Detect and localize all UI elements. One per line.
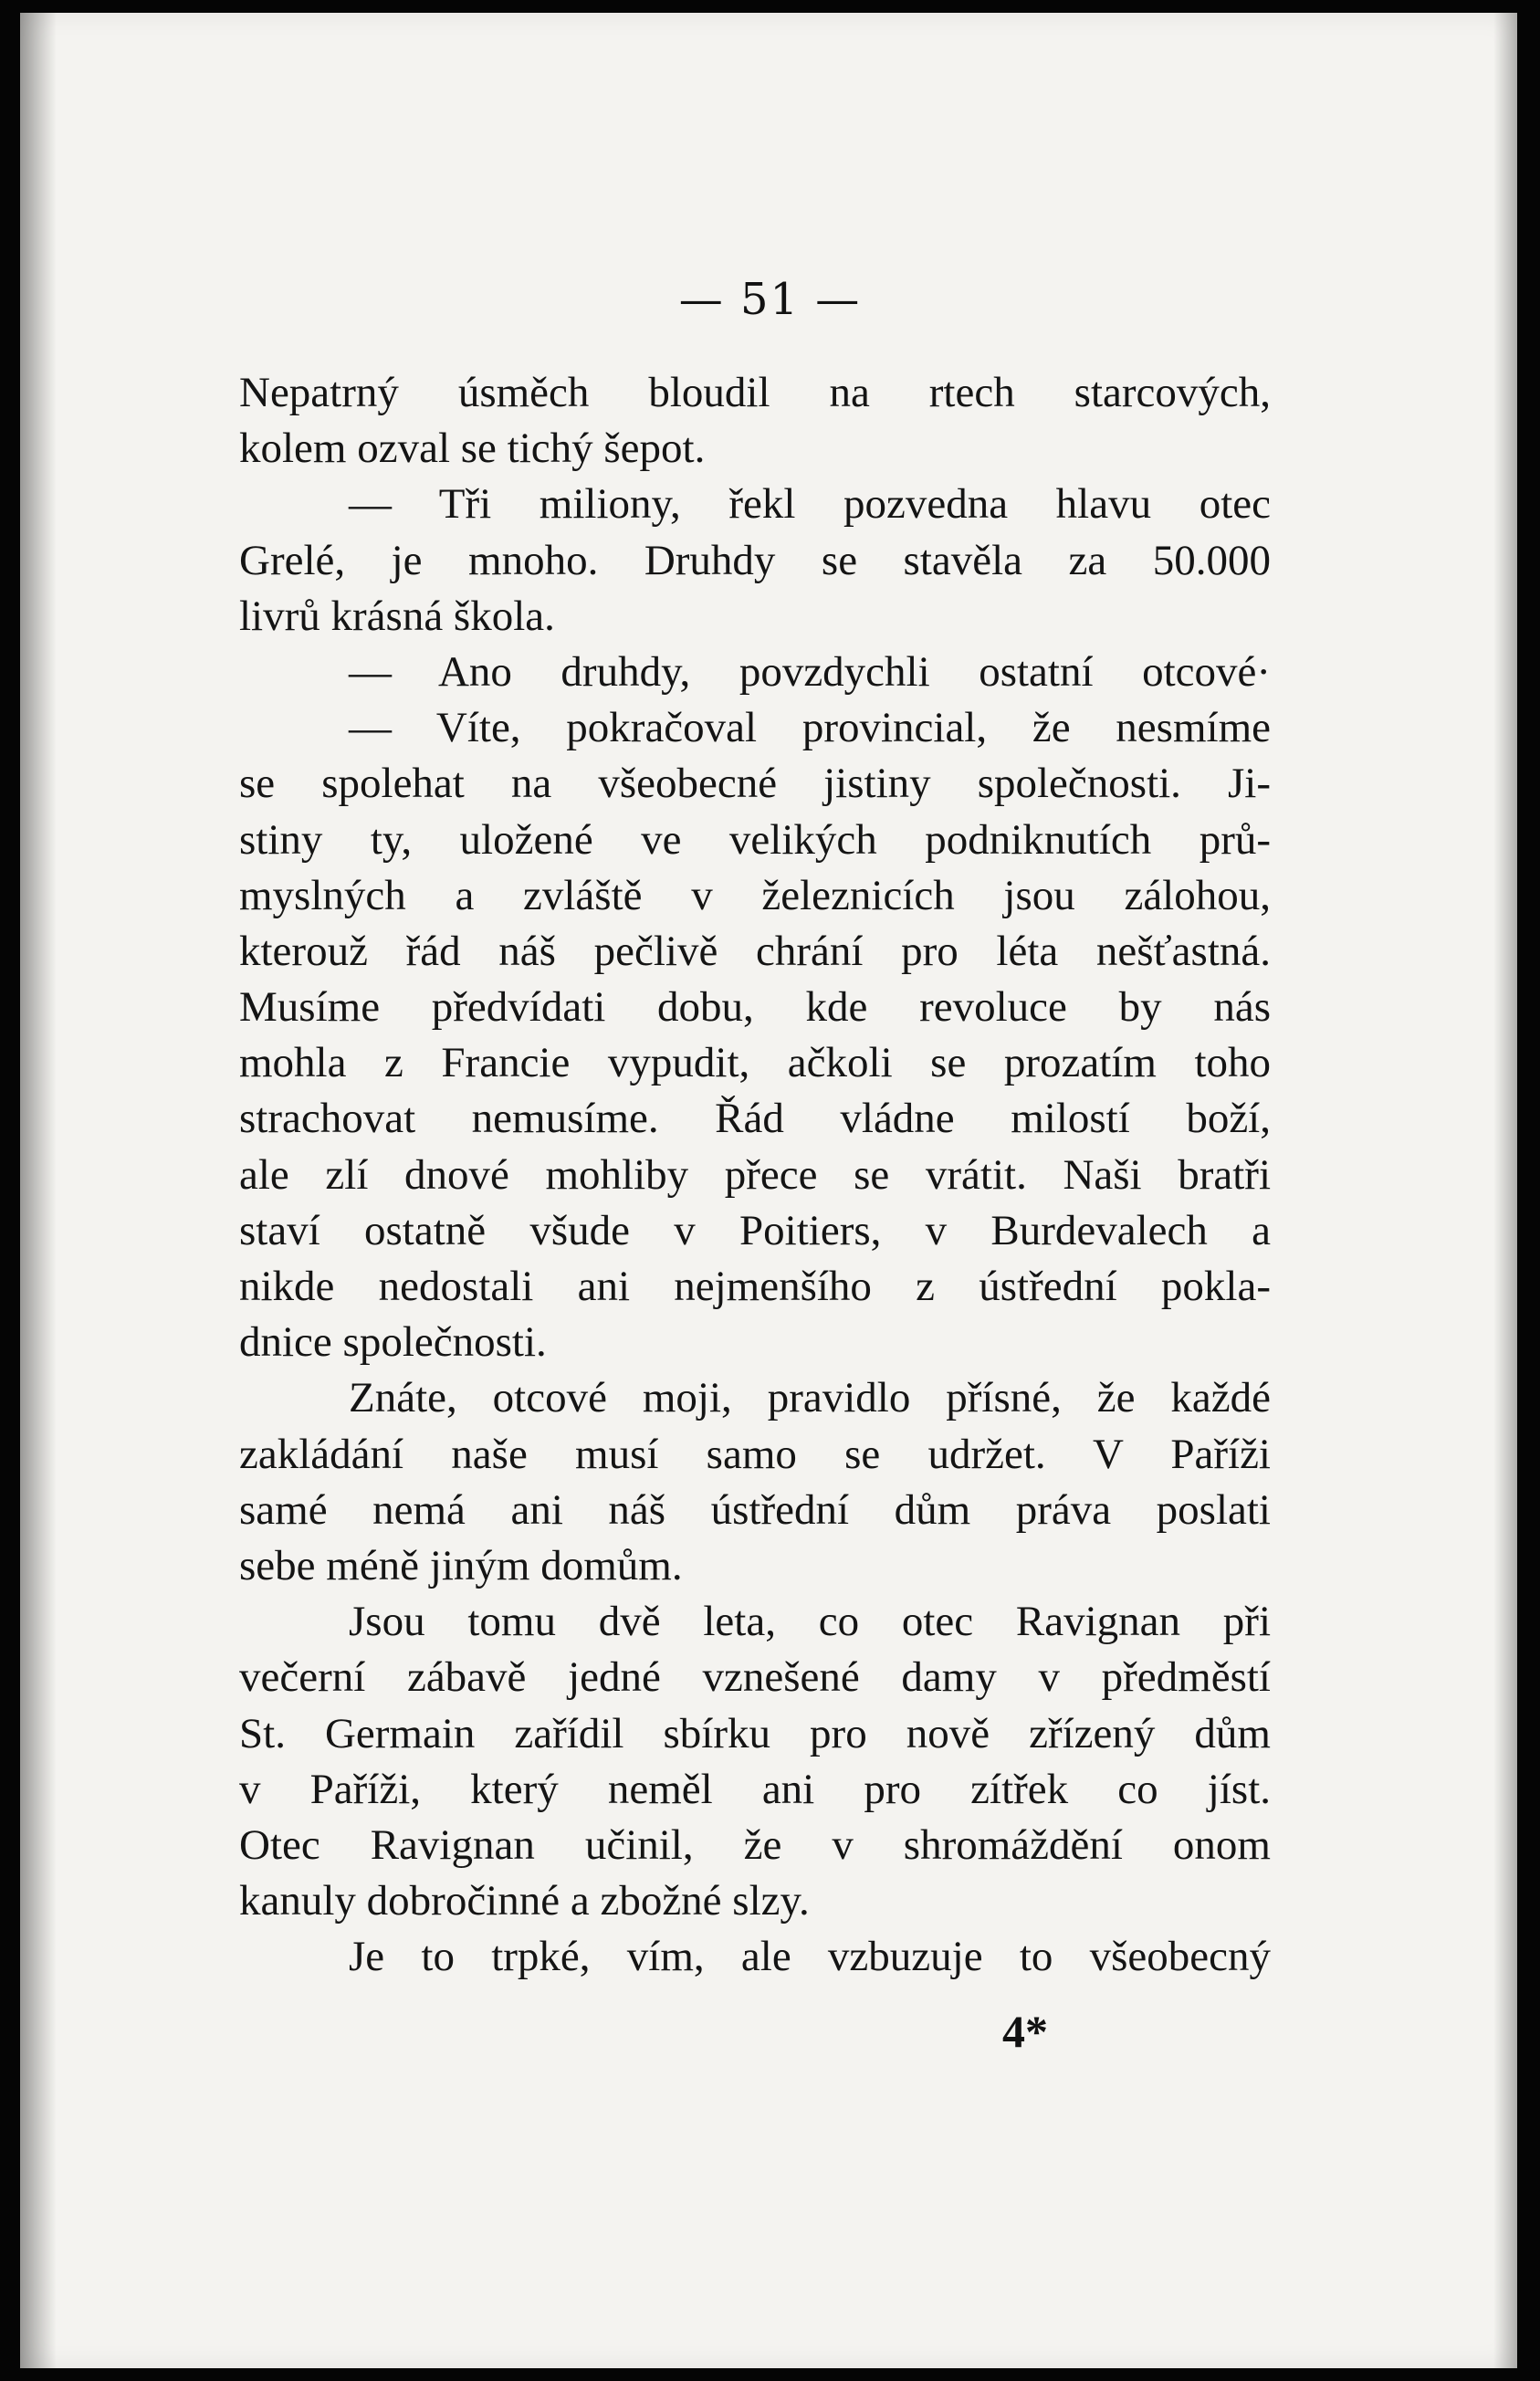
text-line: kterouž řád náš pečlivě chrání pro léta nešťastná. bbox=[239, 927, 1271, 975]
text-line: dnice společnosti. bbox=[239, 1318, 547, 1367]
text-line: nikde nedostali ani nejmenšího z ústřední pokla- bbox=[239, 1263, 1271, 1310]
signature-mark: 4* bbox=[1002, 2006, 1048, 2057]
page-edge-shadow bbox=[1493, 13, 1517, 2368]
text-line: sebe méně jiným domům. bbox=[239, 1541, 683, 1589]
text-line: stiny ty, uložené ve velikých podniknutích prů- bbox=[239, 815, 1271, 864]
text-line: kanuly dobročinné a zbožné slzy. bbox=[239, 1877, 810, 1925]
text-line: ale zlí dnové mohliby přece se vrátit. Naši bratři bbox=[239, 1150, 1271, 1199]
text-line: samé nemá ani náš ústřední dům práva poslati bbox=[239, 1485, 1271, 1534]
text-line: livrů krásná škola. bbox=[239, 592, 555, 640]
text-line: Jsou tomu dvě leta, co otec Ravignan při bbox=[349, 1598, 1271, 1646]
page-number: — 51 — bbox=[678, 274, 862, 325]
text-line: se spolehat na všeobecné jistiny společnosti. Ji- bbox=[239, 760, 1271, 808]
text-line: Grelé, je mnoho. Druhdy se stavěla za 50.000 bbox=[239, 536, 1271, 584]
text-line: — Ano druhdy, povzdychli ostatní otcové· bbox=[349, 647, 1271, 696]
text-line: strachovat nemusíme. Řád vládne milostí boží, bbox=[239, 1095, 1271, 1143]
text-line: — Víte, pokračoval provincial, že nesmíme bbox=[349, 704, 1271, 752]
text-line: Nepatrný úsměch bloudil na rtech starcových, bbox=[239, 369, 1271, 416]
text-line: — Tři miliony, řekl pozvedna hlavu otec bbox=[349, 480, 1271, 529]
text-line: Znáte, otcové moji, pravidlo přísné, že každé bbox=[349, 1374, 1271, 1422]
text-line: Musíme předvídati dobu, kde revoluce by nás bbox=[239, 983, 1271, 1032]
text-line: kolem ozval se tichý šepot. bbox=[239, 425, 706, 473]
text-line: myslných a zvláště v železnicích jsou zálohou, bbox=[239, 871, 1271, 919]
text-line: St. Germain zařídil sbírku pro nově zřízený dům bbox=[239, 1709, 1271, 1757]
body-text bbox=[239, 365, 1271, 1985]
text-line: staví ostatně všude v Poitiers, v Burdevalech a bbox=[239, 1206, 1271, 1254]
text-line: v Paříži, který neměl ani pro zítřek co jíst. bbox=[239, 1765, 1271, 1813]
text-line: večerní zábavě jedné vznešené damy v předměstí bbox=[239, 1653, 1271, 1702]
text-line: zakládání naše musí samo se udržet. V Paříži bbox=[239, 1430, 1271, 1478]
text-line: Otec Ravignan učinil, že v shromáždění onom bbox=[239, 1820, 1271, 1869]
spine-shadow bbox=[20, 13, 57, 2368]
text-line: Je to trpké, vím, ale vzbuzuje to všeobecný bbox=[349, 1933, 1271, 1981]
text-line: mohla z Francie vypudit, ačkoli se prozatím toho bbox=[239, 1039, 1271, 1087]
